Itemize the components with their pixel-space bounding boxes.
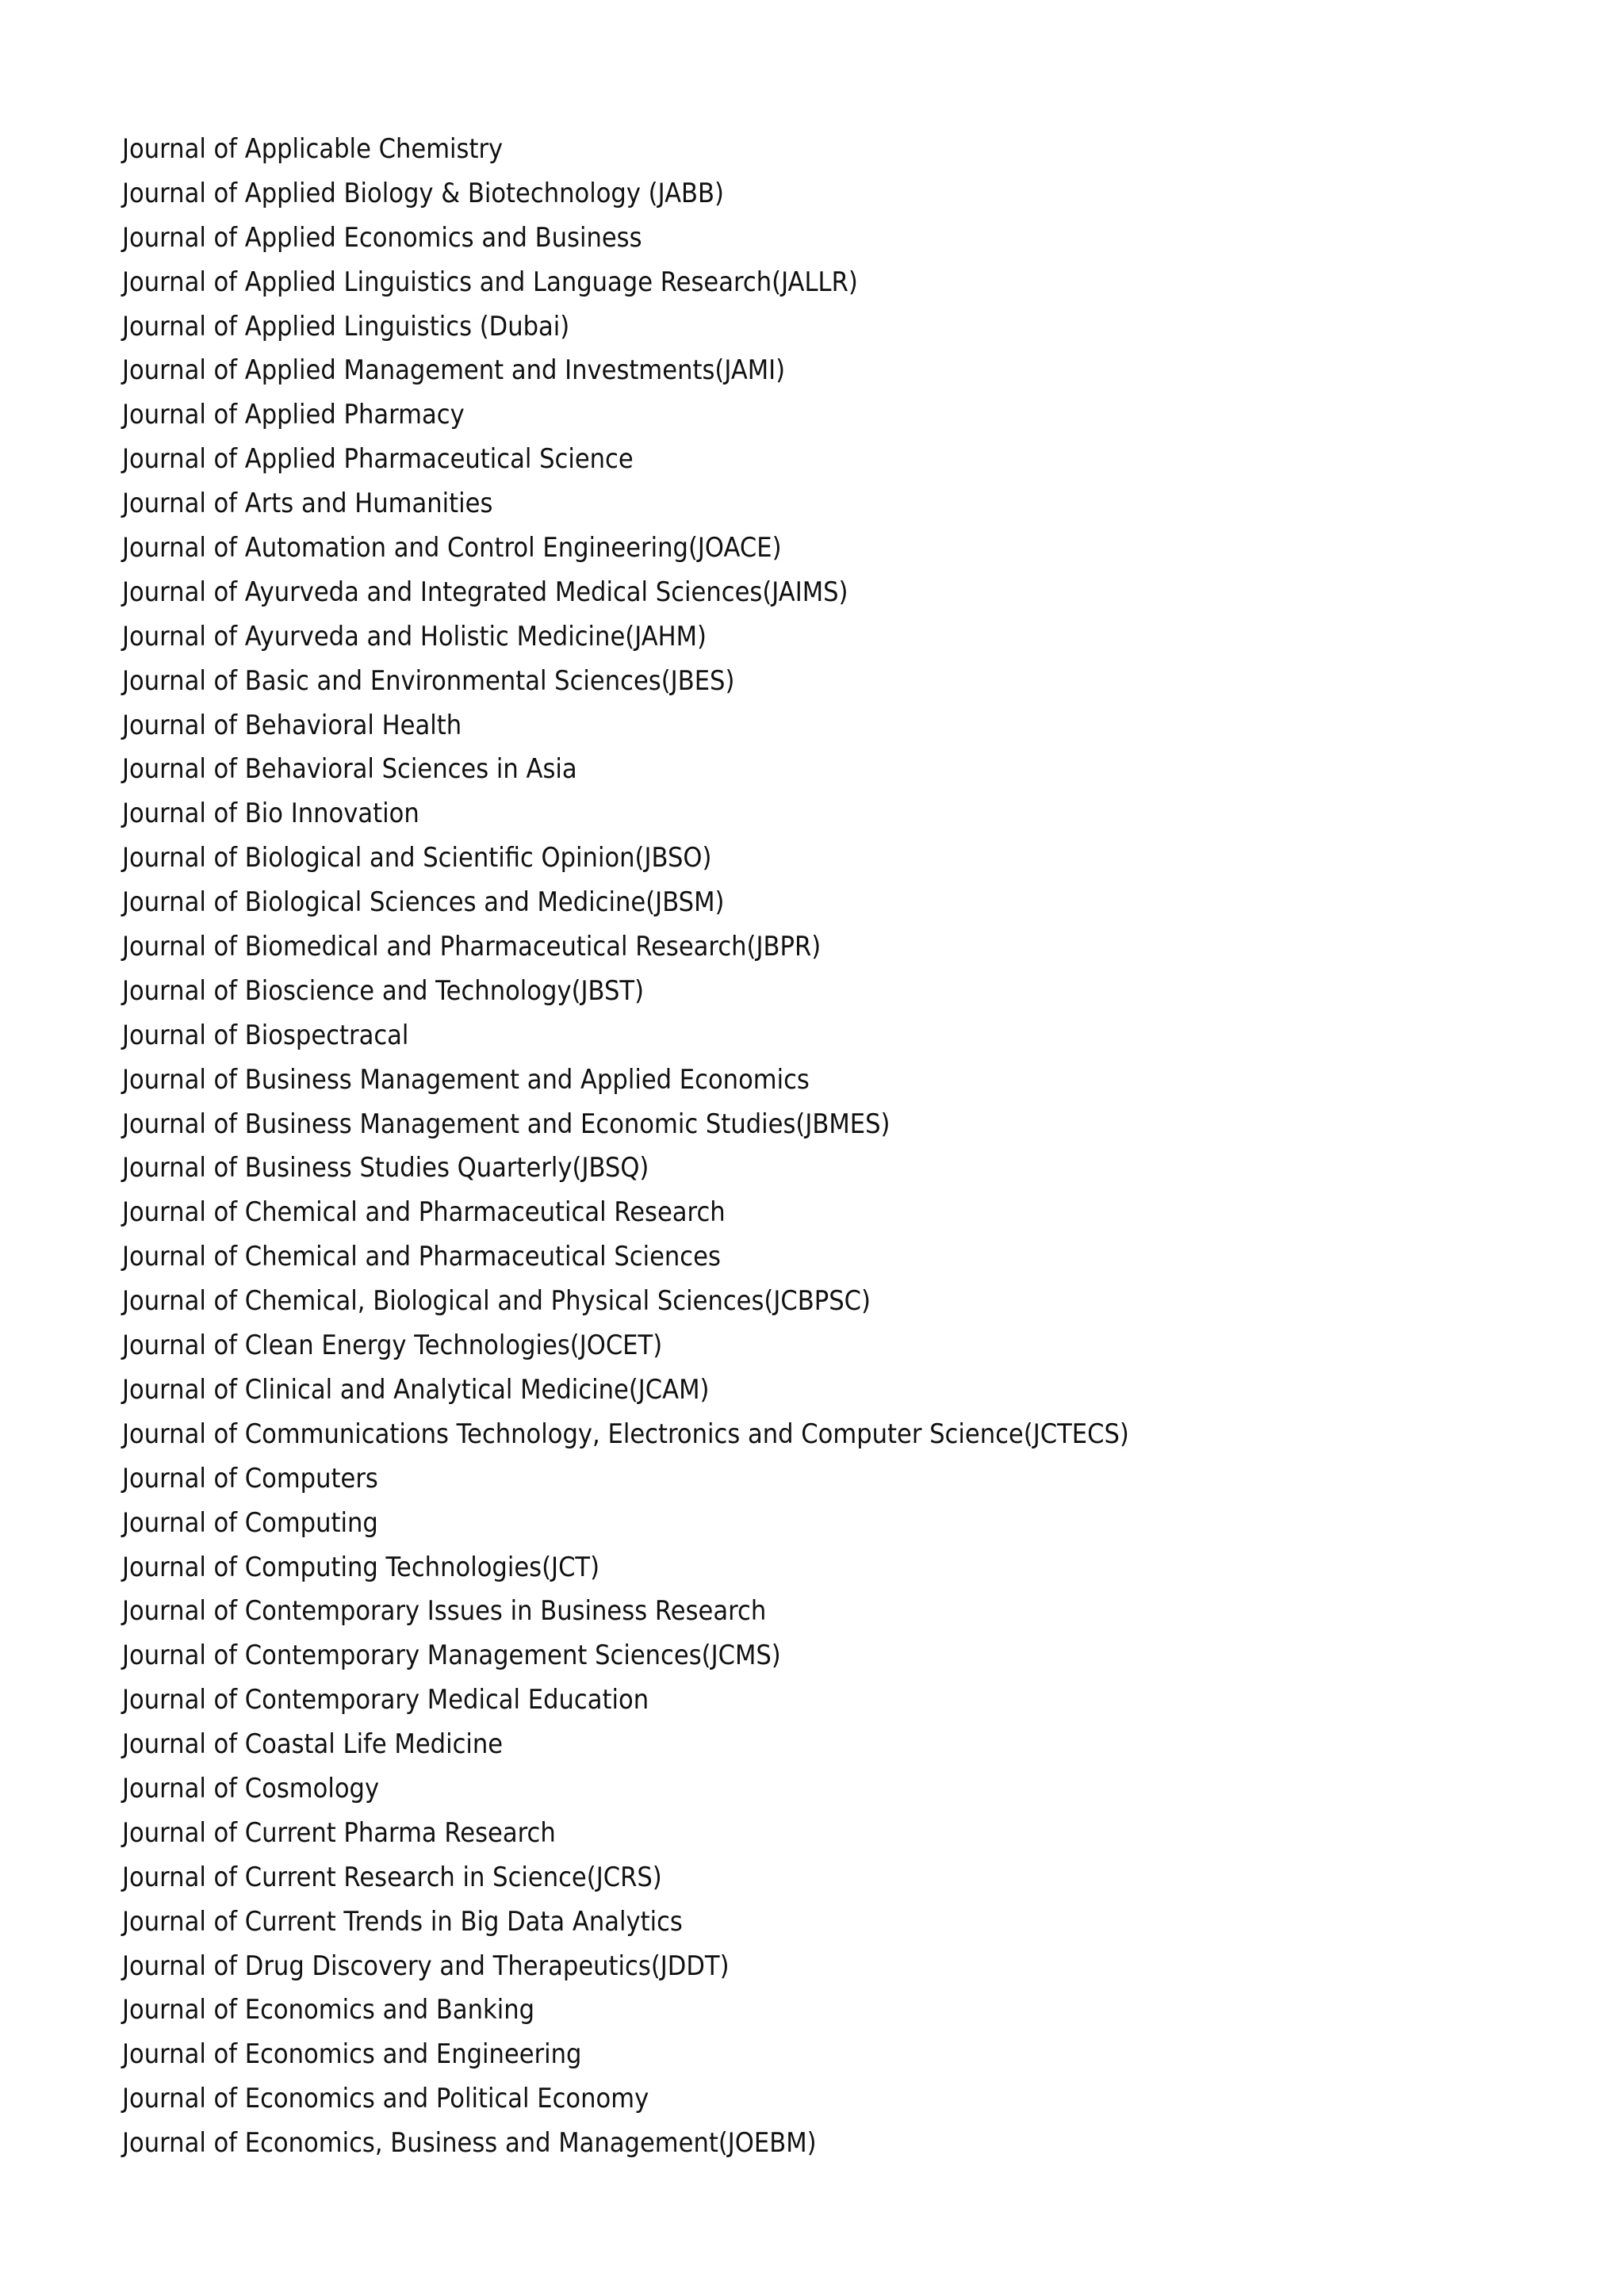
journal-item: Journal of Biospectracal bbox=[122, 1019, 409, 1051]
journal-item: Journal of Chemical, Biological and Physical Sciences(JCBPSC) bbox=[122, 1285, 871, 1318]
journal-item: Journal of Contemporary Issues in Business Research bbox=[122, 1595, 767, 1628]
journal-item: Journal of Economics and Political Economy bbox=[122, 2083, 649, 2115]
journal-item: Journal of Bio Innovation bbox=[122, 798, 419, 830]
journal-item: Journal of Behavioral Sciences in Asia bbox=[122, 753, 577, 786]
journal-item: Journal of Clean Energy Technologies(JOCET) bbox=[122, 1330, 663, 1362]
journal-item: Journal of Arts and Humanities bbox=[122, 488, 493, 520]
journal-item: Journal of Applied Management and Investments(JAMI) bbox=[122, 354, 786, 387]
journal-item: Journal of Computing bbox=[122, 1506, 378, 1539]
journal-list bbox=[122, 127, 1549, 2165]
journal-item: Journal of Applied Economics and Business bbox=[122, 221, 642, 254]
journal-item: Journal of Basic and Environmental Sciences(JBES) bbox=[122, 664, 735, 697]
journal-item: Journal of Applied Biology & Biotechnology (JABB) bbox=[122, 177, 724, 209]
journal-item: Journal of Applied Pharmacy bbox=[122, 399, 465, 431]
journal-item: Journal of Economics and Engineering bbox=[122, 2038, 582, 2071]
journal-item: Journal of Biological Sciences and Medicine(JBSM) bbox=[122, 886, 725, 919]
journal-item: Journal of Bioscience and Technology(JBST) bbox=[122, 974, 645, 1007]
journal-item: Journal of Biomedical and Pharmaceutical Research(JBPR) bbox=[122, 931, 822, 963]
journal-item: Journal of Applied Pharmaceutical Science bbox=[122, 443, 634, 476]
journal-item: Journal of Business Management and Applied Economics bbox=[122, 1063, 810, 1096]
journal-item: Journal of Applied Linguistics and Language Research(JALLR) bbox=[122, 266, 858, 298]
journal-item: Journal of Chemical and Pharmaceutical Sciences bbox=[122, 1241, 721, 1273]
journal-item: Journal of Economics and Banking bbox=[122, 1994, 535, 2026]
journal-item: Journal of Economics, Business and Management(JOEBM) bbox=[122, 2127, 817, 2160]
journal-item: Journal of Biological and Scientific Opinion(JBSO) bbox=[122, 842, 712, 874]
journal-item: Journal of Clinical and Analytical Medicine(JCAM) bbox=[122, 1373, 710, 1406]
journal-item: Journal of Behavioral Health bbox=[122, 709, 462, 741]
journal-item: Journal of Drug Discovery and Therapeutics(JDDT) bbox=[122, 1950, 730, 1982]
journal-item: Journal of Applied Linguistics (Dubai) bbox=[122, 310, 570, 342]
journal-item: Journal of Chemical and Pharmaceutical Research bbox=[122, 1196, 726, 1229]
journal-item: Journal of Computing Technologies(JCT) bbox=[122, 1551, 600, 1583]
journal-item: Journal of Coastal Life Medicine bbox=[122, 1728, 504, 1761]
journal-item: Journal of Business Management and Economic Studies(JBMES) bbox=[122, 1108, 891, 1140]
journal-item: Journal of Applicable Chemistry bbox=[122, 133, 504, 165]
journal-item: Journal of Business Studies Quarterly(JBSQ) bbox=[122, 1152, 649, 1184]
journal-item: Journal of Automation and Control Engineering(JOACE) bbox=[122, 532, 782, 564]
journal-item: Journal of Cosmology bbox=[122, 1772, 380, 1804]
journal-item: Journal of Current Pharma Research bbox=[122, 1816, 556, 1849]
journal-item: Journal of Ayurveda and Holistic Medicine(JAHM) bbox=[122, 620, 707, 652]
journal-item: Journal of Current Research in Science(JCRS) bbox=[122, 1861, 662, 1893]
journal-item: Journal of Contemporary Medical Education bbox=[122, 1684, 649, 1716]
journal-item: Journal of Current Trends in Big Data Analytics bbox=[122, 1905, 683, 1938]
journal-item: Journal of Ayurveda and Integrated Medical Sciences(JAIMS) bbox=[122, 576, 848, 608]
journal-item: Journal of Communications Technology, Electronics and Computer Science(JCTECS) bbox=[122, 1418, 1129, 1450]
journal-item: Journal of Contemporary Management Sciences(JCMS) bbox=[122, 1640, 781, 1672]
journal-item: Journal of Computers bbox=[122, 1462, 378, 1494]
